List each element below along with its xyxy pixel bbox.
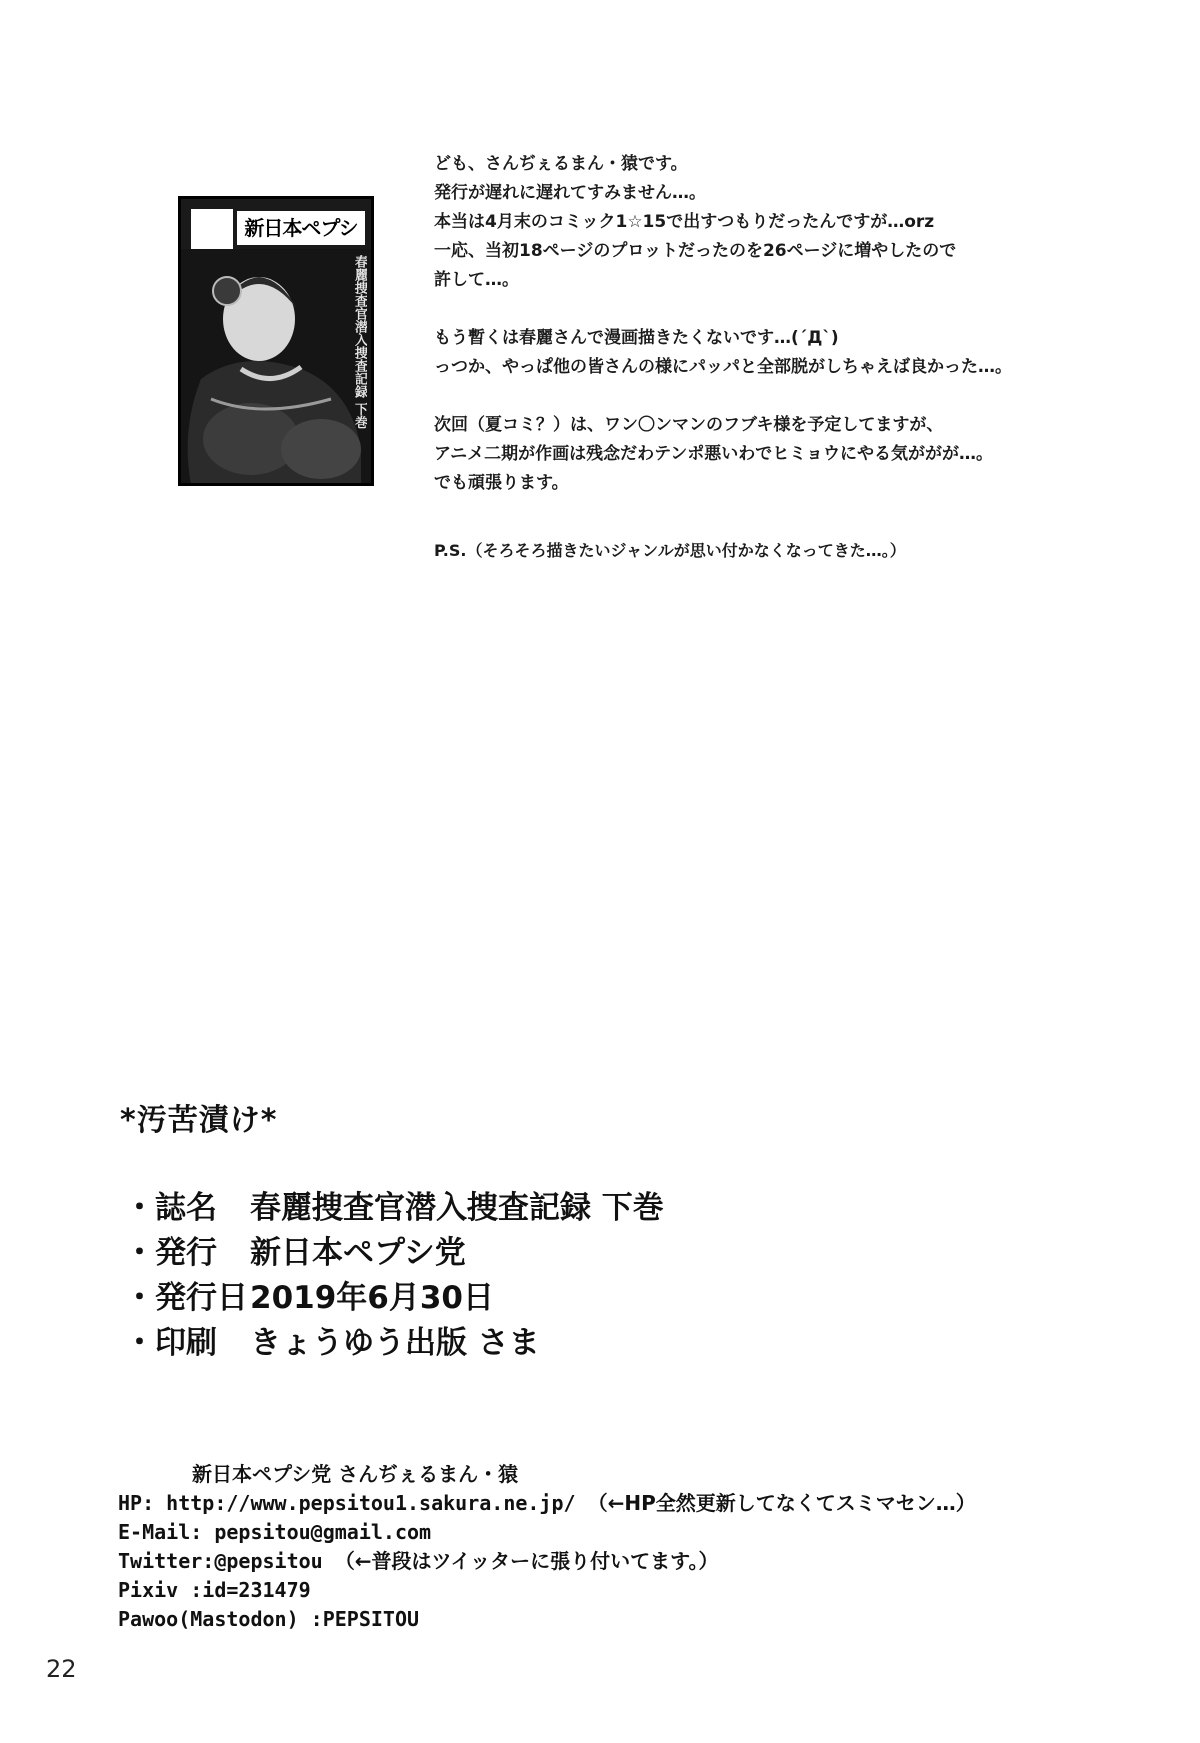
colophon-label: ・発行 [124,1235,217,1271]
afterword-line: 次回（夏コミ？）は、ワン〇ンマンのフブキ様を予定してますが、 [434,415,944,435]
cover-thumbnail [178,196,374,486]
author-byline: 新日本ペプシ党 さんぢぇるまん・猿 [192,1462,519,1486]
colophon-value: きょうゆう出版 さま [250,1325,540,1361]
pawoo-line: Pawoo(Mastodon) :PEPSITOU [118,1607,420,1631]
contact-info [118,1460,976,1634]
afterword-line: ども、さんぢぇるまん・猿です。 [434,154,688,174]
email-line: E-Mail: pepsitou@gmail.com [118,1520,432,1544]
twitter-line [118,1547,976,1576]
afterword-line: 本当は4月末のコミック1☆15で出すつもりだったんですが…orz [434,212,935,232]
colophon-label: ・発行日 [124,1280,248,1316]
homepage-note: （←HP全然更新してなくてスミマセン…） [587,1491,976,1515]
colophon-value: 春麗捜査官潜入捜査記録 下巻 [250,1190,664,1226]
homepage-line [118,1489,976,1518]
colophon-label: ・印刷 [124,1325,217,1361]
twitter-handle: Twitter:@pepsitou [118,1549,323,1573]
colophon-value: 2019年6月30日 [250,1280,494,1316]
colophon-row [124,1272,664,1317]
circle-heading: *汚苦漬け* [120,1103,278,1138]
afterword-line: もう暫くは春麗さんで漫画描きたくないです…(´Д`) [434,328,839,348]
page-number: 22 [46,1655,77,1683]
colophon-row [124,1227,664,1272]
colophon-value: 新日本ペプシ党 [250,1235,466,1271]
afterword-line: 一応、当初18ページのプロットだったのを26ページに増やしたので [434,241,957,261]
afterword-line: 許して…。 [434,270,519,290]
afterword-line: でも頑張ります。 [434,473,569,493]
afterword-line: っつか、やっぱ他の皆さんの様にパッパと全部脱がしちゃえば良かった…。 [434,357,1012,377]
afterword-line: アニメ二期が作画は残念だわテンポ悪いわでヒミョウにやる気ががが…。 [434,444,993,464]
colophon-label: ・誌名 [124,1190,217,1226]
cover-blank-box [191,209,233,249]
cover-circle-name: 新日本ペプシ [237,211,365,245]
homepage-link: HP: http://www.pepsitou1.sakura.ne.jp/ [118,1491,576,1515]
afterword-ps: P.S.（そろそろ描きたいジャンルが思い付かなくなってきた…。） [434,541,906,560]
colophon [124,1182,664,1362]
afterword-line: 発行が遅れに遅れてすみません…。 [434,183,706,203]
colophon-row [124,1317,664,1362]
twitter-note: （←普段はツイッターに張り付いてます。） [334,1549,719,1573]
pixiv-line: Pixiv :id=231479 [118,1578,311,1602]
afterword-text [434,150,1154,565]
colophon-row [124,1182,664,1227]
cover-title: 春麗捜査官潜入捜査記録 下巻 [352,255,367,429]
